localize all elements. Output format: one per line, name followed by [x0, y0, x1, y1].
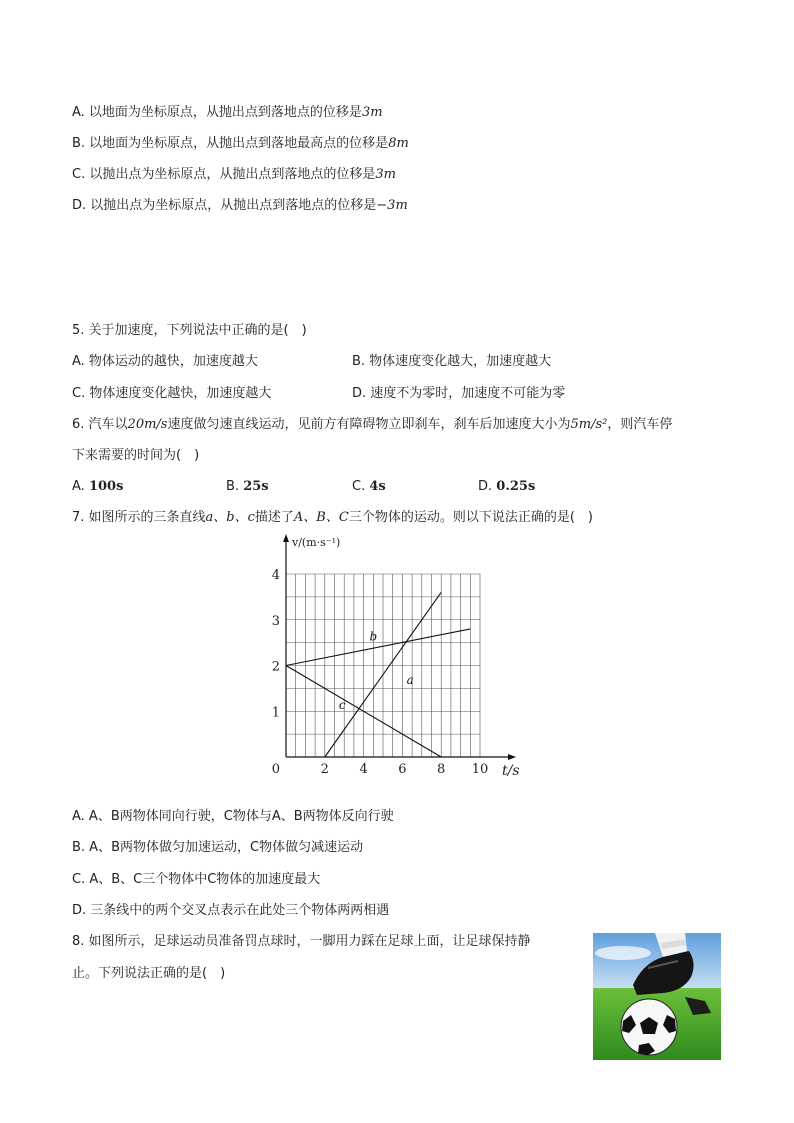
q8-stem-line1: 8. 如图所示，足球运动员准备罚点球时，一脚用力踩在足球上面，让足球保持静: [72, 934, 531, 949]
q7-option-b: B. A、B两物体做匀加速运动，C物体做匀减速运动: [72, 840, 364, 855]
y-tick-label: 4: [271, 568, 280, 583]
q6-stem-line2: 下来需要的时间为( ): [72, 448, 200, 463]
y-axis-label: v/(m·s⁻¹): [292, 536, 341, 549]
q6-stem-line1: 6. 汽车以20m/s速度做匀速直线运动，见前方有障碍物立即刹车，刹车后加速度大小为5m/s²，则汽车停: [72, 417, 673, 432]
q7-option-a: A. A、B两物体同向行驶，C物体与A、B两物体反向行驶: [72, 809, 394, 824]
x-tick-label: 4: [359, 762, 368, 777]
x-tick-label: 10: [471, 762, 489, 777]
origin-label: 0: [271, 762, 280, 777]
y-tick-label: 1: [271, 705, 280, 721]
q4-option-b: B. 以地面为坐标原点，从抛出点到落地最高点的位移是8m: [72, 136, 409, 151]
series-label-b: b: [369, 629, 378, 644]
series-line-b: [286, 629, 470, 666]
series-label-c: c: [338, 697, 346, 712]
x-axis-arrow: [508, 754, 516, 760]
x-tick-label: 2: [320, 762, 329, 777]
q6-option-d: D. 0.25s: [478, 479, 536, 494]
q8-stem-line2: 止。下列说法正确的是( ): [72, 966, 226, 981]
q6-option-b: B. 25s: [226, 479, 269, 494]
q5-option-b: B. 物体速度变化越大，加速度越大: [352, 354, 552, 369]
q4-option-d: D. 以抛出点为坐标原点，从抛出点到落地点的位移是−3m: [72, 198, 408, 213]
series-label-a: a: [406, 672, 414, 687]
q6-option-c: C. 4s: [352, 479, 386, 494]
q7-option-d: D. 三条线中的两个交叉点表示在此处三个物体两两相遇: [72, 903, 390, 918]
q5-option-a: A. 物体运动的越快，加速度越大: [72, 354, 258, 369]
q7-option-c: C. A、B、C三个物体中C物体的加速度最大: [72, 872, 321, 887]
velocity-time-graph: [262, 530, 532, 780]
q5-option-d: D. 速度不为零时，加速度不可能为零: [352, 386, 566, 401]
x-axis-label: t/s: [502, 763, 520, 779]
q4-option-a: A. 以地面为坐标原点，从抛出点到落地点的位移是3m: [72, 105, 383, 120]
y-tick-label: 2: [271, 659, 280, 675]
q7-stem: 7. 如图所示的三条直线a、b、c描述了A、B、C三个物体的运动。则以下说法正确的是( ): [72, 510, 593, 525]
x-tick-label: 8: [437, 762, 446, 777]
q4-option-c: C. 以抛出点为坐标原点，从抛出点到落地点的位移是3m: [72, 167, 396, 182]
y-axis-arrow: [283, 534, 289, 542]
soccer-player-foot-on-ball-photo: [593, 933, 721, 1060]
q5-stem: 5. 关于加速度，下列说法中正确的是( ): [72, 323, 307, 338]
x-tick-label: 6: [398, 762, 407, 777]
q5-option-c: C. 物体速度变化越快，加速度越大: [72, 386, 272, 401]
y-tick-label: 3: [271, 613, 280, 629]
q6-option-a: A. 100s: [72, 479, 124, 494]
